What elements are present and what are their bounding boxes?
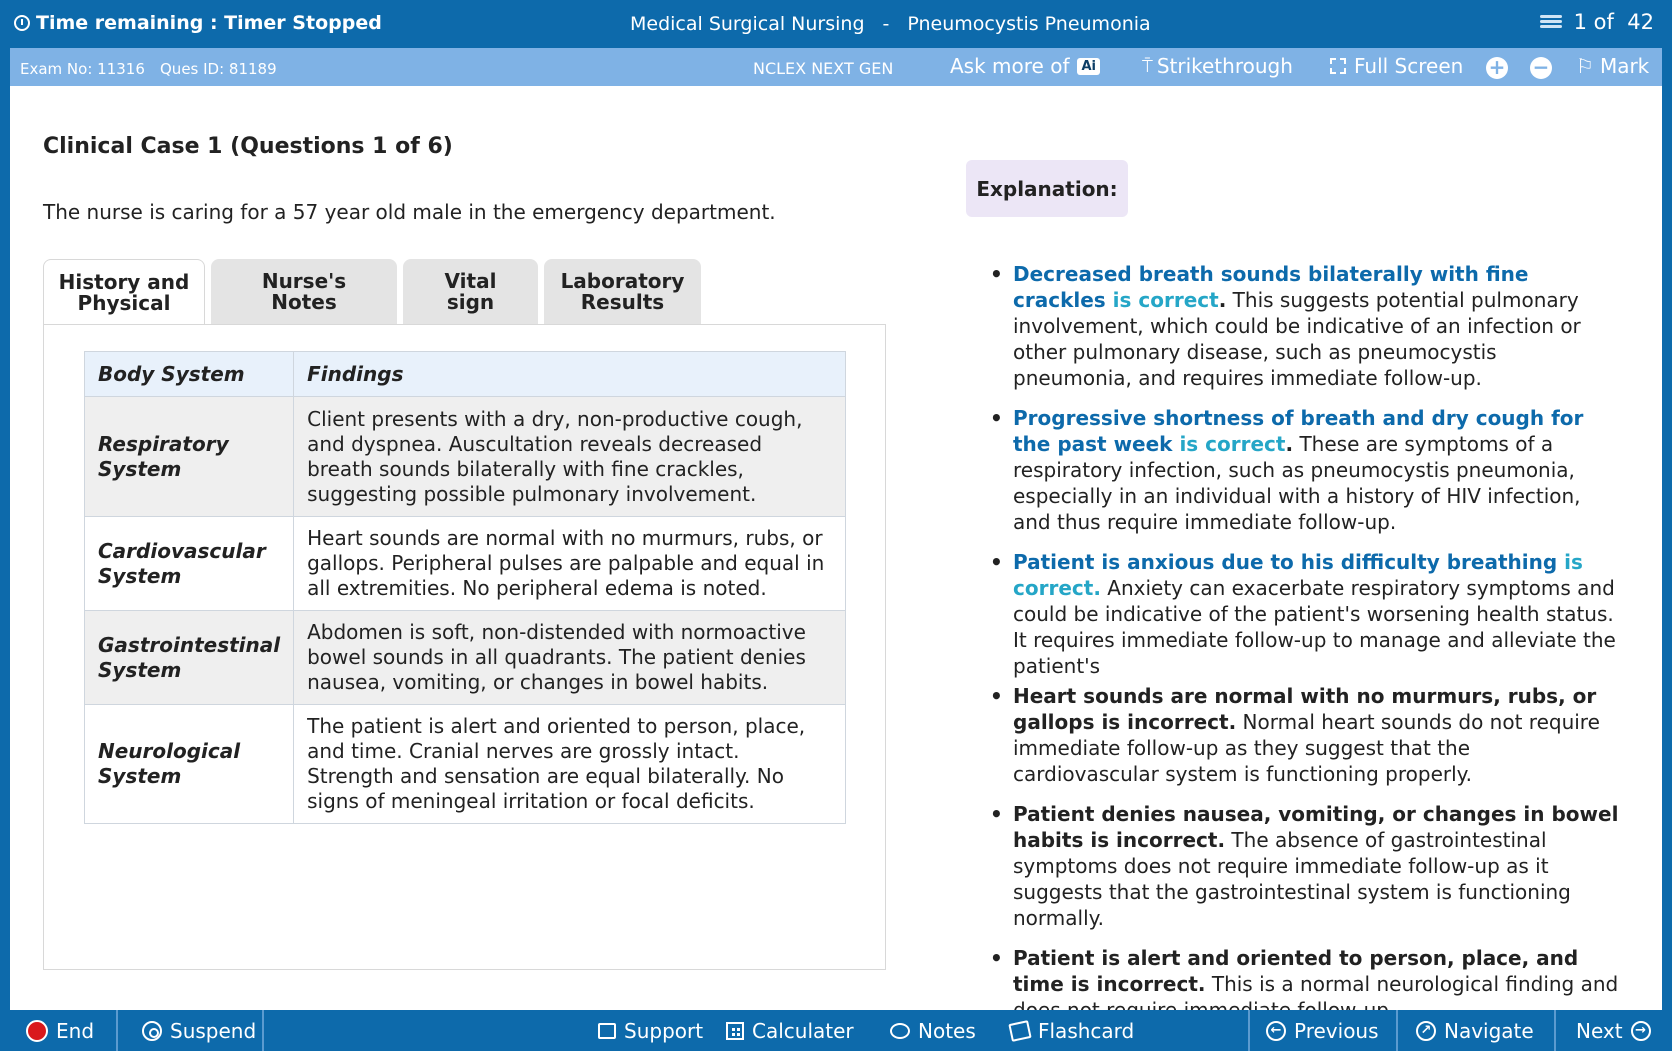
title-separator: - — [882, 13, 890, 35]
table-header-row — [85, 352, 846, 397]
suspend-label: Suspend — [170, 1018, 257, 1043]
list-item — [990, 549, 1620, 679]
course-name: Medical Surgical Nursing — [630, 13, 865, 35]
tab-laboratory-results[interactable] — [544, 259, 701, 324]
support-icon — [598, 1023, 616, 1039]
arrow-right-icon: → — [1631, 1021, 1651, 1041]
column-header: Findings — [294, 352, 846, 397]
tab-label: Vital sign — [444, 268, 497, 314]
question-list-icon[interactable] — [1540, 14, 1562, 30]
notes-button[interactable] — [890, 1010, 976, 1051]
case-prompt: The nurse is caring for a 57 year old male in the emergency department. — [43, 200, 776, 224]
tab-label: History and Physical — [58, 269, 190, 315]
question-pager — [1540, 10, 1654, 34]
navigate-label: Navigate — [1444, 1018, 1534, 1043]
exam-mode: NCLEX NEXT GEN — [753, 59, 894, 78]
table-row — [85, 611, 846, 705]
tab-label: Laboratory Results — [560, 268, 685, 314]
table-row — [85, 705, 846, 824]
divider — [1248, 1010, 1250, 1051]
column-header: Body System — [85, 352, 294, 397]
bottom-bar — [0, 1010, 1672, 1051]
strikethrough-button[interactable] — [1142, 54, 1293, 78]
calculator-button[interactable] — [726, 1010, 854, 1051]
findings-cell: Client presents with a dry, non-productive cough, and dyspnea. Auscultation reveals decreased breath sounds bilaterally with fine crackles, suggesting possible pulmonary involvement. — [294, 397, 846, 517]
findings-cell: Heart sounds are normal with no murmurs, rubs, or gallops. Peripheral pulses are palpable and equal in all extremities. No peripheral edema is noted. — [294, 517, 846, 611]
end-button[interactable] — [26, 1010, 94, 1051]
tab-vital-sign[interactable] — [403, 259, 538, 324]
fullscreen-button[interactable] — [1330, 54, 1463, 78]
table-row — [85, 397, 846, 517]
table-row — [85, 517, 846, 611]
question-position: 1 of 42 — [1573, 10, 1654, 34]
timer — [14, 12, 382, 34]
explanation-heading: Explanation: — [966, 160, 1128, 217]
calculator-label: Calculater — [752, 1018, 854, 1043]
correct-option: Patient is anxious due to his difficulty breathing — [1013, 550, 1558, 574]
navigate-button[interactable] — [1416, 1010, 1534, 1051]
tab-label: Nurse's Notes — [261, 268, 347, 314]
divider — [1554, 1010, 1556, 1051]
top-bar — [0, 0, 1672, 48]
verdict-punct: . — [1093, 576, 1101, 600]
toolbar — [10, 48, 1662, 86]
ask-ai-button[interactable] — [950, 54, 1100, 78]
verdict-punct: . — [1285, 432, 1294, 456]
findings-cell: The patient is alert and oriented to person, place, and time. Cranial nerves are grossly intact. Strength and sensation are equal bilaterally. No signs of meningeal irritation or focal deficits. — [294, 705, 846, 824]
list-item — [990, 801, 1620, 931]
fullscreen-label: Full Screen — [1354, 54, 1464, 78]
rationale-text: This suggests potential pulmonary involvement, which could be indicative of an infection or other pulmonary disease, such as pneumocystis pneumonia, and requires immediate follow-up. — [1013, 288, 1581, 390]
flashcard-label: Flashcard — [1038, 1018, 1135, 1043]
previous-button[interactable] — [1266, 1010, 1379, 1051]
explanation-list — [990, 261, 1620, 1037]
stop-icon — [26, 1020, 48, 1042]
mark-button[interactable] — [1576, 54, 1649, 78]
strikethrough-label: Strikethrough — [1156, 54, 1293, 78]
correct-option: Decreased breath sounds bilaterally with fine crackles — [1013, 262, 1529, 312]
calculator-icon — [726, 1022, 744, 1040]
tab-history-physical[interactable] — [43, 259, 205, 325]
correct-option: Progressive shortness of breath and dry cough for the past week — [1013, 406, 1584, 456]
rationale-text: These are symptoms of a respiratory infection, such as pneumocystis pneumonia, especially in an individual with a history of HIV infection, and thus require immediate follow-up. — [1013, 432, 1581, 534]
exam-title — [630, 13, 1151, 35]
list-item — [990, 261, 1620, 391]
history-physical-table — [84, 351, 846, 824]
incorrect-option: Heart sounds are normal with no murmurs, rubs, or gallops is incorrect. — [1013, 684, 1597, 734]
ai-icon: Ai — [1077, 58, 1100, 75]
support-label: Support — [624, 1018, 704, 1043]
previous-label: Previous — [1294, 1018, 1379, 1043]
ask-ai-label: Ask more of — [950, 54, 1070, 78]
body-system-cell: Gastrointestinal System — [85, 611, 294, 705]
exam-number: Exam No: 11316 — [20, 60, 145, 78]
body-system-cell: Respiratory System — [85, 397, 294, 517]
tab-bar — [43, 259, 701, 324]
verdict-correct: is correct — [1013, 550, 1583, 600]
list-item — [990, 405, 1620, 535]
verdict-correct: is correct — [1105, 288, 1219, 312]
zoom-in-icon[interactable]: + — [1486, 57, 1508, 79]
question-id: Ques ID: 81189 — [160, 60, 277, 78]
verdict-punct: . — [1218, 288, 1227, 312]
mark-label: Mark — [1599, 54, 1650, 78]
divider — [116, 1010, 118, 1051]
arrow-left-icon: ← — [1266, 1021, 1286, 1041]
timer-text: Time remaining : Timer Stopped — [36, 12, 382, 34]
verdict-correct: is correct — [1172, 432, 1286, 456]
flashcard-icon — [1008, 1020, 1031, 1042]
body-system-cell: Neurological System — [85, 705, 294, 824]
findings-cell: Abdomen is soft, non-distended with normoactive bowel sounds in all quadrants. The patient denies nausea, vomiting, or changes in bowel habits. — [294, 611, 846, 705]
incorrect-option: Patient is alert and oriented to person, place, and time is incorrect. — [1013, 946, 1579, 996]
rationale-text: The absence of gastrointestinal symptoms does not require immediate follow-up as it suggests that the gastrointestinal system is functioning normally. — [1013, 828, 1571, 930]
strikethrough-icon: ⍑ — [1142, 55, 1153, 77]
body-system-cell: Cardiovascular System — [85, 517, 294, 611]
next-label: Next — [1576, 1018, 1623, 1043]
fullscreen-icon — [1330, 58, 1346, 74]
topic-name: Pneumocystis Pneumonia — [907, 13, 1151, 35]
list-item — [990, 683, 1620, 787]
suspend-icon — [142, 1021, 162, 1041]
rationale-text: This is a normal neurological finding and — [1211, 972, 1619, 996]
support-button[interactable] — [598, 1010, 703, 1051]
notes-icon — [890, 1023, 910, 1039]
clock-icon — [14, 15, 30, 31]
flag-icon: ⚐ — [1576, 54, 1594, 78]
compass-icon: ↗ — [1416, 1021, 1436, 1041]
flashcard-button[interactable] — [1010, 1010, 1134, 1051]
next-button[interactable] — [1576, 1010, 1651, 1051]
tab-nurses-notes[interactable] — [211, 259, 397, 324]
rationale-text: Anxiety can exacerbate respiratory symptoms and could be indicative of the patient's worsening health status. It requires immediate follow-up to manage and alleviate the patient's — [1013, 576, 1616, 678]
suspend-button[interactable] — [142, 1010, 256, 1051]
zoom-out-icon[interactable]: − — [1530, 57, 1552, 79]
incorrect-option: Patient denies nausea, vomiting, or changes in bowel habits is incorrect. — [1013, 802, 1619, 852]
rationale-text: Normal heart sounds do not require immediate follow-up as they suggest that the cardiovascular system is functioning properly. — [1013, 710, 1600, 786]
divider — [1396, 1010, 1398, 1051]
notes-label: Notes — [918, 1018, 976, 1043]
case-title: Clinical Case 1 (Questions 1 of 6) — [43, 134, 453, 159]
end-label: End — [56, 1018, 95, 1043]
divider — [262, 1010, 264, 1051]
